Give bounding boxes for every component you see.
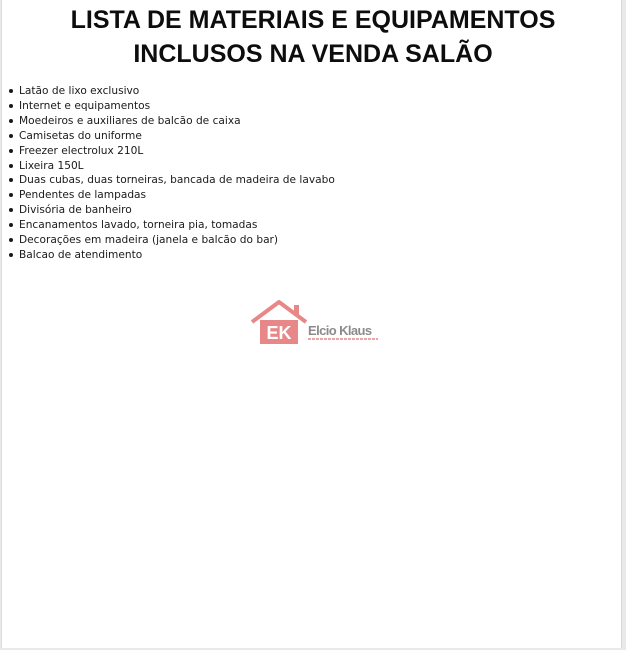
bullet-icon (9, 134, 13, 138)
list-item-text: Internet e equipamentos (19, 99, 151, 112)
list-item (9, 129, 335, 144)
list-item (9, 144, 335, 159)
bullet-icon (9, 253, 13, 257)
list-item (9, 233, 335, 248)
list-item (9, 99, 335, 114)
title-line-1: LISTA DE MATERIAIS E EQUIPAMENTOS (70, 6, 556, 34)
list-item-text: Camisetas do uniforme (19, 129, 142, 142)
list-item-text: Pendentes de lampadas (19, 189, 147, 202)
list-item-text: Moedeiros e auxiliares de balcão de caixa (19, 114, 241, 127)
list-item-text: Encanamentos lavado, torneira pia, tomadas (19, 219, 258, 232)
list-item-text: Freezer electrolux 210L (19, 144, 144, 157)
bullet-icon (9, 193, 13, 197)
list-item-text: Divisória de banheiro (19, 204, 132, 217)
watermark (250, 300, 380, 346)
bullet-icon (9, 208, 13, 212)
logo-letters: EK (266, 323, 292, 343)
list-item (9, 114, 335, 129)
bullet-icon (9, 119, 13, 123)
list-item (9, 248, 335, 263)
materials-list (9, 84, 335, 263)
watermark-name: Elcio Klaus (308, 323, 372, 338)
bullet-icon (9, 149, 13, 153)
list-item (9, 218, 335, 233)
bullet-icon (9, 238, 13, 242)
list-item-text: Latão de lixo exclusivo (19, 85, 140, 97)
list-item (9, 159, 335, 174)
bullet-icon (9, 178, 13, 182)
list-item (9, 203, 335, 218)
list-item (9, 173, 335, 188)
list-item-text: Decorações em madeira (janela e balcão do bar) (19, 234, 279, 247)
list-item (9, 188, 335, 203)
list-item-text: Lixeira 150L (19, 159, 84, 172)
document-title (0, 3, 626, 71)
list-item (9, 84, 335, 99)
bullet-icon (9, 104, 13, 108)
bullet-icon (9, 223, 13, 227)
list-item-text: Duas cubas, duas torneiras, bancada de madeira de lavabo (19, 174, 335, 187)
house-logo-icon (250, 300, 308, 346)
list-item-text: Balcao de atendimento (19, 248, 143, 261)
bullet-icon (9, 89, 13, 93)
watermark-tagline (308, 338, 378, 340)
bullet-icon (9, 164, 13, 168)
title-line-2: INCLUSOS NA VENDA SALÃO (133, 40, 493, 68)
